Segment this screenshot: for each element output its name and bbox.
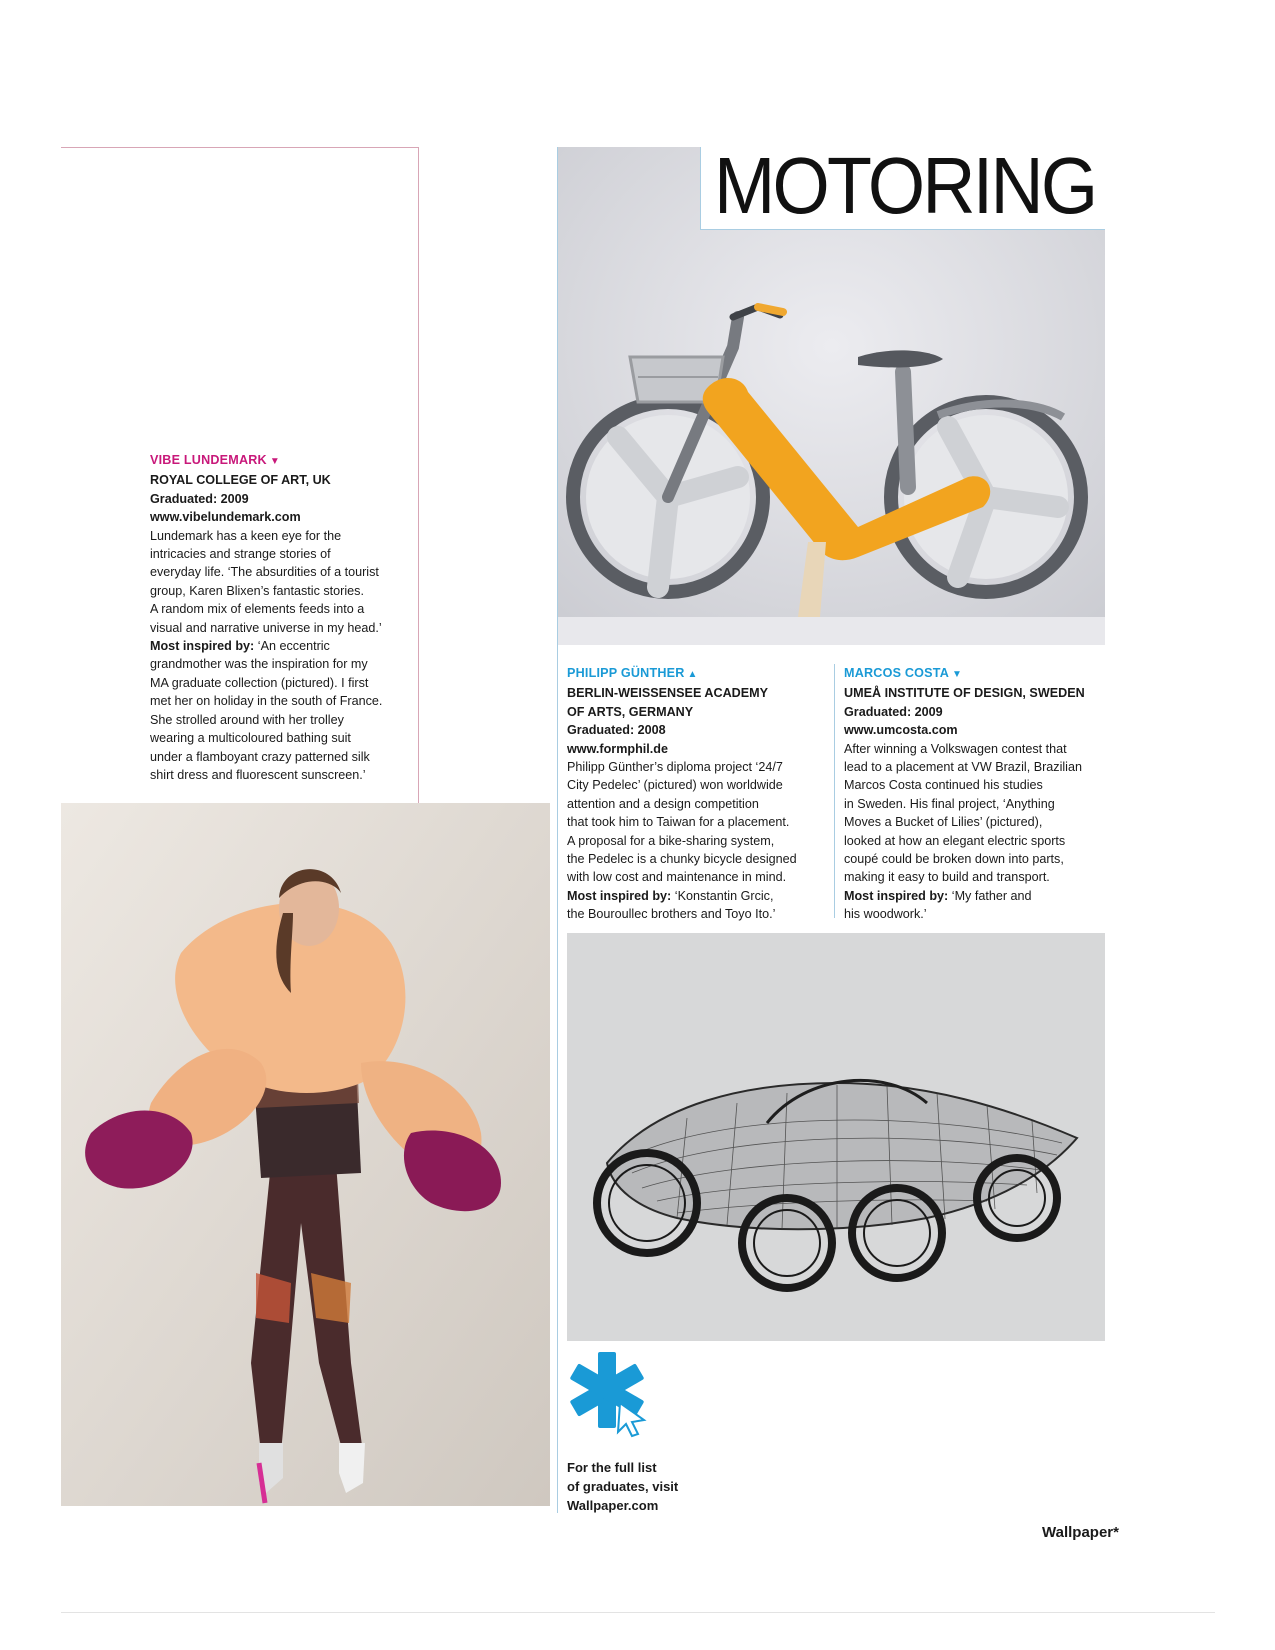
profile-name [567,664,832,684]
body-line: group, Karen Blixen’s fantastic stories. [150,583,364,598]
inspired-text: ‘Konstantin Grcic, [671,888,774,903]
profile-school: OF ARTS, GERMANY [567,704,694,719]
inspired-text: ‘My father and [948,888,1032,903]
vibe-lundemark-profile [150,451,420,784]
body-line: Lundemark has a keen eye for the [150,528,342,543]
profile-school: BERLIN-WEISSENSEE ACADEMY [567,686,769,701]
body-line: the Bouroullec brothers and Toyo Ito.’ [567,907,776,922]
knitwear-model-illustration [61,803,550,1506]
profile-name [844,664,1112,684]
full-list-callout [567,1458,678,1515]
body-line: everyday life. ‘The absurdities of a tourist [150,565,379,580]
inspired-label: Most inspired by: [150,639,255,654]
body-line: wearing a multicoloured bathing suit [150,731,351,746]
profile-name-text: VIBE LUNDEMARK [150,453,267,467]
wallpaper-asterisk-cursor-icon [562,1348,652,1438]
body-line: Marcos Costa continued his studies [844,778,1043,793]
body-line: intricacies and strange stories of [150,547,331,562]
marcos-costa-profile [844,664,1112,924]
profile-graduated: Graduated: 2009 [150,491,249,506]
body-line: A random mix of elements feeds into a [150,602,365,617]
body-line: his woodwork.’ [844,907,927,922]
footer-rule [61,1612,1215,1613]
inspired-line [567,887,832,905]
left-frame-top-rule [61,147,419,148]
profile-website-link[interactable]: www.umcosta.com [844,723,958,738]
body-line: looked at how an elegant electric sports [844,833,1066,848]
inspired-line [150,637,420,655]
body-line: Moves a Bucket of Lilies’ (pictured), [844,815,1043,830]
body-line: grandmother was the inspiration for my [150,657,368,672]
car-wireframe-illustration [567,933,1105,1341]
section-title: MOTORING [714,141,1096,230]
body-line: making it easy to build and transport. [844,870,1050,885]
philipp-gunther-profile [567,664,832,924]
profile-name-text: MARCOS COSTA [844,666,950,680]
bio-column-rule [834,664,835,918]
body-line: under a flamboyant crazy patterned silk [150,749,370,764]
profile-name-text: PHILIPP GÜNTHER [567,666,685,680]
body-line: with low cost and maintenance in mind. [567,870,787,885]
profile-website-link[interactable]: www.vibelundemark.com [150,510,301,525]
fashion-collection-photo [61,803,550,1506]
inspired-label: Most inspired by: [567,888,672,903]
inspired-line [844,887,1112,905]
profile-website-link[interactable]: www.formphil.de [567,741,668,756]
body-line: shirt dress and fluorescent sunscreen.’ [150,767,366,782]
body-line: She strolled around with her trolley [150,712,344,727]
profile-school: ROYAL COLLEGE OF ART, UK [150,473,331,488]
triangle-down-icon: ▼ [952,669,963,680]
wallpaper-brand-mark: Wallpaper* [1042,1524,1119,1541]
body-line: visual and narrative universe in my head.’ [150,620,382,635]
callout-line: For the full list [567,1460,657,1475]
body-line: lead to a placement at VW Brazil, Brazilian [844,760,1082,775]
body-line: City Pedelec’ (pictured) won worldwide [567,778,783,793]
body-line: that took him to Taiwan for a placement. [567,815,790,830]
profile-graduated: Graduated: 2009 [844,704,943,719]
triangle-up-icon: ▲ [687,669,698,680]
inspired-label: Most inspired by: [844,888,949,903]
profile-graduated: Graduated: 2008 [567,723,666,738]
triangle-down-icon: ▼ [269,456,280,467]
body-line: attention and a design competition [567,796,759,811]
body-line: met her on holiday in the south of France. [150,694,383,709]
callout-line: of graduates, visit [567,1479,679,1494]
body-line: After winning a Volkswagen contest that [844,741,1067,756]
profile-school: UMEÅ INSTITUTE OF DESIGN, SWEDEN [844,686,1085,701]
body-line: the Pedelec is a chunky bicycle designed [567,852,797,867]
body-line: Philipp Günther’s diploma project ‘24/7 [567,760,783,775]
body-line: in Sweden. His final project, ‘Anything [844,796,1055,811]
electric-coupe-wireframe-render [567,933,1105,1341]
body-line: MA graduate collection (pictured). I first [150,675,369,690]
body-line: A proposal for a bike-sharing system, [567,833,775,848]
body-line: coupé could be broken down into parts, [844,852,1064,867]
inspired-text: ‘An eccentric [254,639,330,654]
callout-link[interactable]: Wallpaper.com [567,1498,659,1513]
profile-name [150,451,420,471]
